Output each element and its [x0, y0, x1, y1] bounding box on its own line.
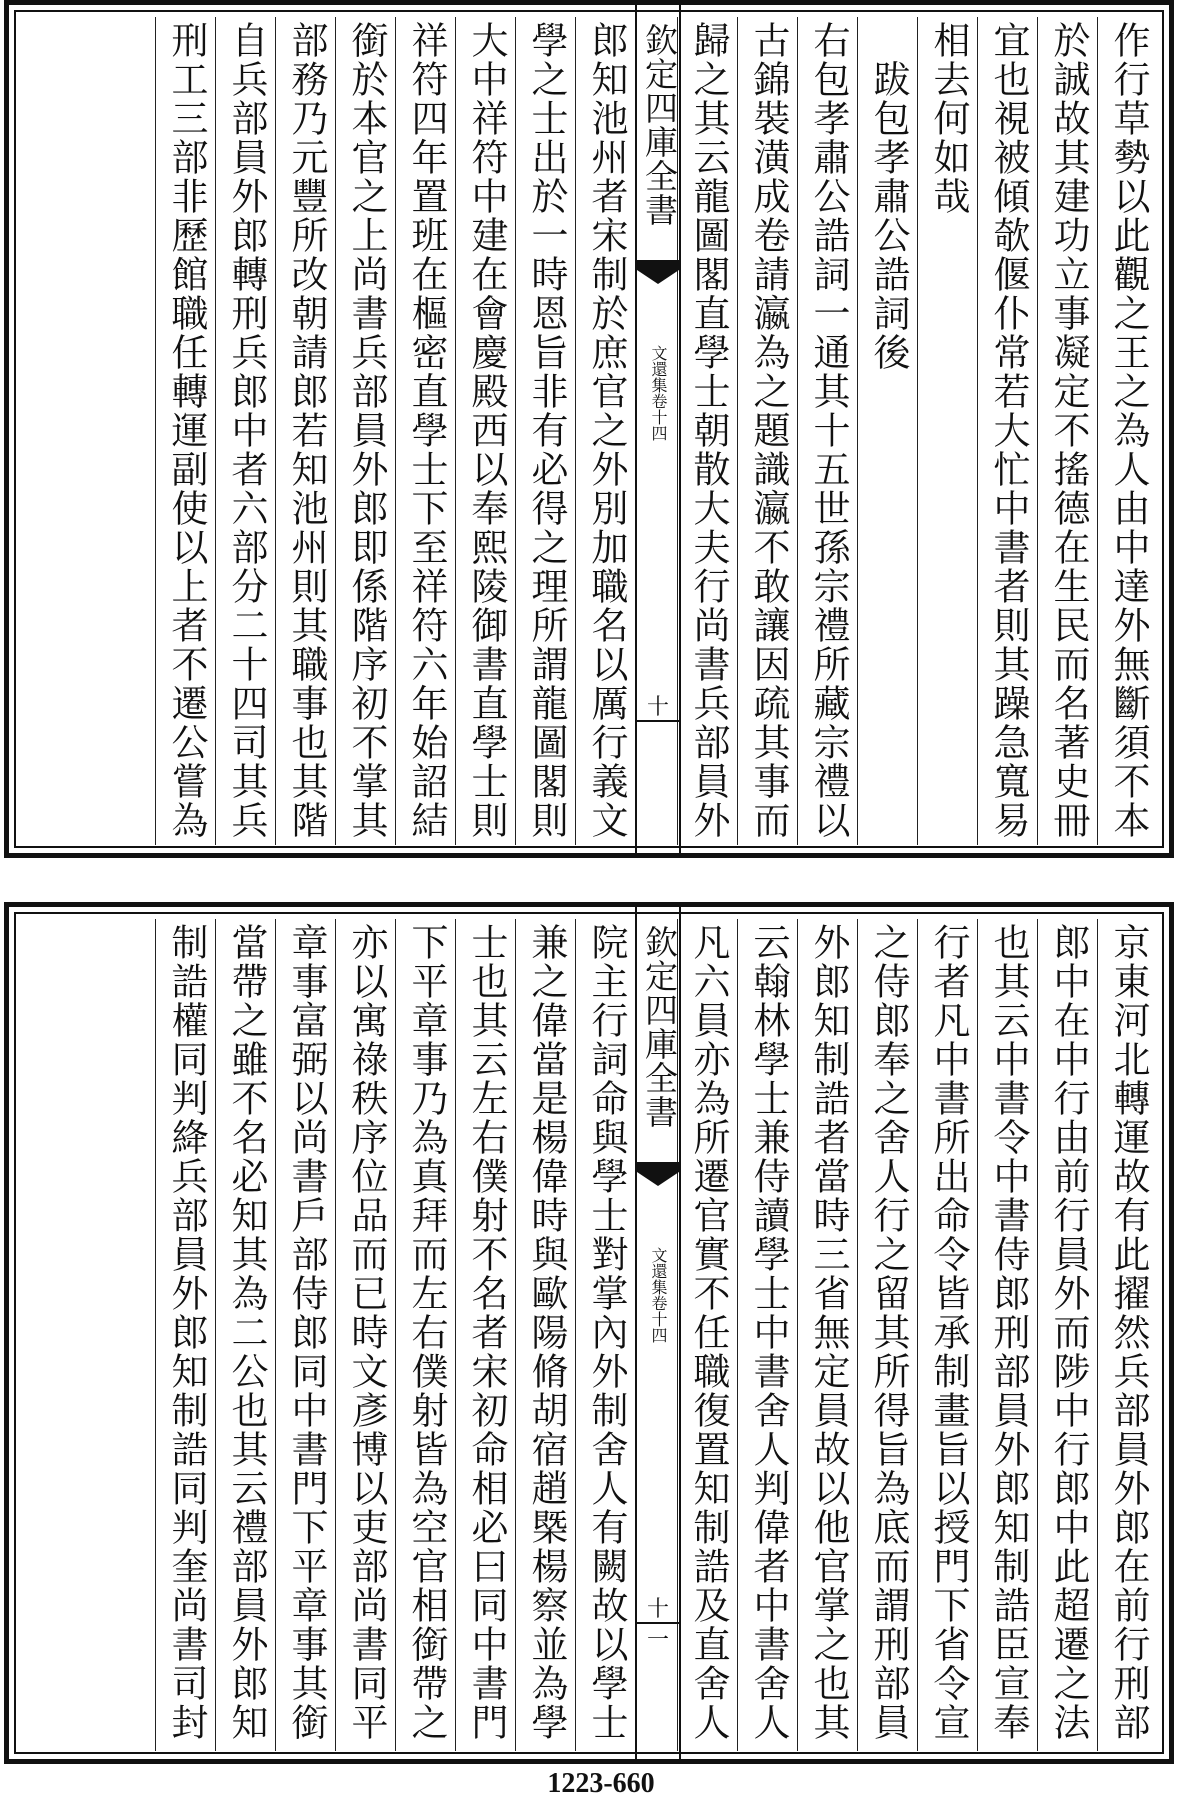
leaf-number: 十一: [646, 1597, 669, 1653]
text-column: [797, 17, 857, 845]
scan-page-bottom: [4, 902, 1174, 1764]
text-column: [515, 919, 575, 1751]
text-column: [977, 17, 1037, 845]
text-column: [857, 919, 917, 1751]
text-column: [335, 919, 395, 1751]
text-column: [1097, 919, 1157, 1751]
column-text: 章事富弼以尚書戶部侍郎同中書門下平章事其銜: [285, 923, 328, 1742]
column-text: 亦以寓祿秩序位品而已時文彥博以吏部尚書同平: [345, 923, 388, 1742]
column-text: 右包孝肅公誥詞一通其十五世孫宗禮所藏宗禮以: [807, 21, 850, 840]
column-text: 下平章事乃為真拜而左右僕射皆為空官相銜帶之: [405, 923, 448, 1742]
text-column: [395, 919, 455, 1751]
fishtail-mark-icon: [637, 1162, 679, 1202]
column-text: 相去何如哉: [927, 21, 970, 216]
text-column: [677, 17, 737, 845]
column-text: 宜也視被傾欹偃仆常若大忙中書者則其躁急寬易: [987, 21, 1030, 840]
column-text: 院主行詞命與學士對掌內外制舍人有闕故以學士: [585, 923, 628, 1742]
text-column: [275, 17, 335, 845]
column-text: 郎中在中行由前行員外而陟中行郎中此超遷之法: [1047, 923, 1090, 1742]
collection-title: 欽定四庫全書: [640, 925, 679, 1129]
text-column: [155, 17, 215, 845]
column-text: 古錦裝潢成卷請瀛為之題識瀛不敢讓因疏其事而: [747, 21, 790, 840]
text-column: [155, 919, 215, 1751]
text-column: [737, 17, 797, 845]
text-column: [917, 919, 977, 1751]
column-text: 於誠故其建功立事凝定不搖德在生民而名著史冊: [1047, 21, 1090, 840]
text-column: [455, 919, 515, 1751]
column-text: 作行草勢以此觀之王之為人由中達外無斷須不本: [1107, 21, 1150, 840]
column-text: 銜於本官之上尚書兵部員外郎即係階序初不掌其: [345, 21, 388, 840]
column-text: 當帶之雖不名必知其為二公也其云禮部員外郎知: [225, 923, 268, 1742]
column-text: 京東河北轉運故有此擢然兵部員外郎在前行刑部: [1107, 923, 1150, 1742]
text-column: [1037, 17, 1097, 845]
text-column: [275, 919, 335, 1751]
text-column: [857, 17, 917, 845]
volume-label: 文還集卷十四: [649, 345, 668, 441]
text-column: [395, 17, 455, 845]
column-text: 學之士出於一時恩旨非有必得之理所謂龍圖閣則: [525, 21, 568, 840]
page-footer-number: 1223-660: [547, 1768, 655, 1799]
column-text: 跋包孝肅公誥詞後: [867, 21, 910, 372]
column-text: 凡六員亦為所遷官實不任職復置知制誥及直舍人: [687, 923, 730, 1742]
text-column: [515, 17, 575, 845]
column-text: 郎知池州者宋制於庶官之外別加職名以厲行義文: [585, 21, 628, 840]
column-text: 部務乃元豐所改朝請郎若知池州則其職事也其階: [285, 21, 328, 840]
column-text: 制誥權同判絳兵部員外郎知制誥同判奎尚書司封: [165, 923, 208, 1742]
column-text: 行者凡中書所出命令皆承制畫旨以授門下省令宣: [927, 923, 970, 1742]
column-text: 自兵部員外郎轉刑兵郎中者六部分二十四司其兵: [225, 21, 268, 840]
leaf-number: 十: [646, 695, 669, 720]
column-text: 士也其云左右僕射不名者宋初命相必曰同中書門: [465, 923, 508, 1742]
column-text: 也其云中書令中書侍郎刑部員外郎知制誥臣宣奉: [987, 923, 1030, 1742]
text-column: [335, 17, 395, 845]
text-column: [215, 17, 275, 845]
fishtail-mark-icon: [637, 260, 679, 300]
text-column: [977, 919, 1037, 1751]
text-column: [1037, 919, 1097, 1751]
column-text: 云翰林學士兼侍讀學士中書舍人判偉者中書舍人: [747, 923, 790, 1742]
text-column: [455, 17, 515, 845]
volume-label: 文還集卷十四: [649, 1247, 668, 1343]
column-text: 刑工三部非歷館職任轉運副使以上者不遷公嘗為: [165, 21, 208, 840]
text-column: [575, 17, 635, 845]
scan-page-top: [4, 0, 1174, 858]
text-column: [215, 919, 275, 1751]
column-text: 外郎知制誥者當時三省無定員故以他官掌之也其: [807, 923, 850, 1742]
column-text: 歸之其云龍圖閣直學士朝散大夫行尚書兵部員外: [687, 21, 730, 840]
text-column: [737, 919, 797, 1751]
collection-title: 欽定四庫全書: [640, 23, 679, 227]
text-column: [917, 17, 977, 845]
column-text: 之侍郎奉之舍人行之留其所得旨為底而謂刑部員: [867, 923, 910, 1742]
column-text: 祥符四年置班在樞密直學士下至祥符六年始詔結: [405, 21, 448, 840]
text-column: [677, 919, 737, 1751]
text-column: [1097, 17, 1157, 845]
column-text: 大中祥符中建在會慶殿西以奉熙陵御書直學士則: [465, 21, 508, 840]
column-text: 兼之偉當是楊偉時與歐陽脩胡宿趙槩楊察並為學: [525, 923, 568, 1742]
center-fold-margin: [635, 907, 681, 1759]
text-column: [797, 919, 857, 1751]
center-fold-margin: [635, 5, 681, 853]
text-column: [575, 919, 635, 1751]
